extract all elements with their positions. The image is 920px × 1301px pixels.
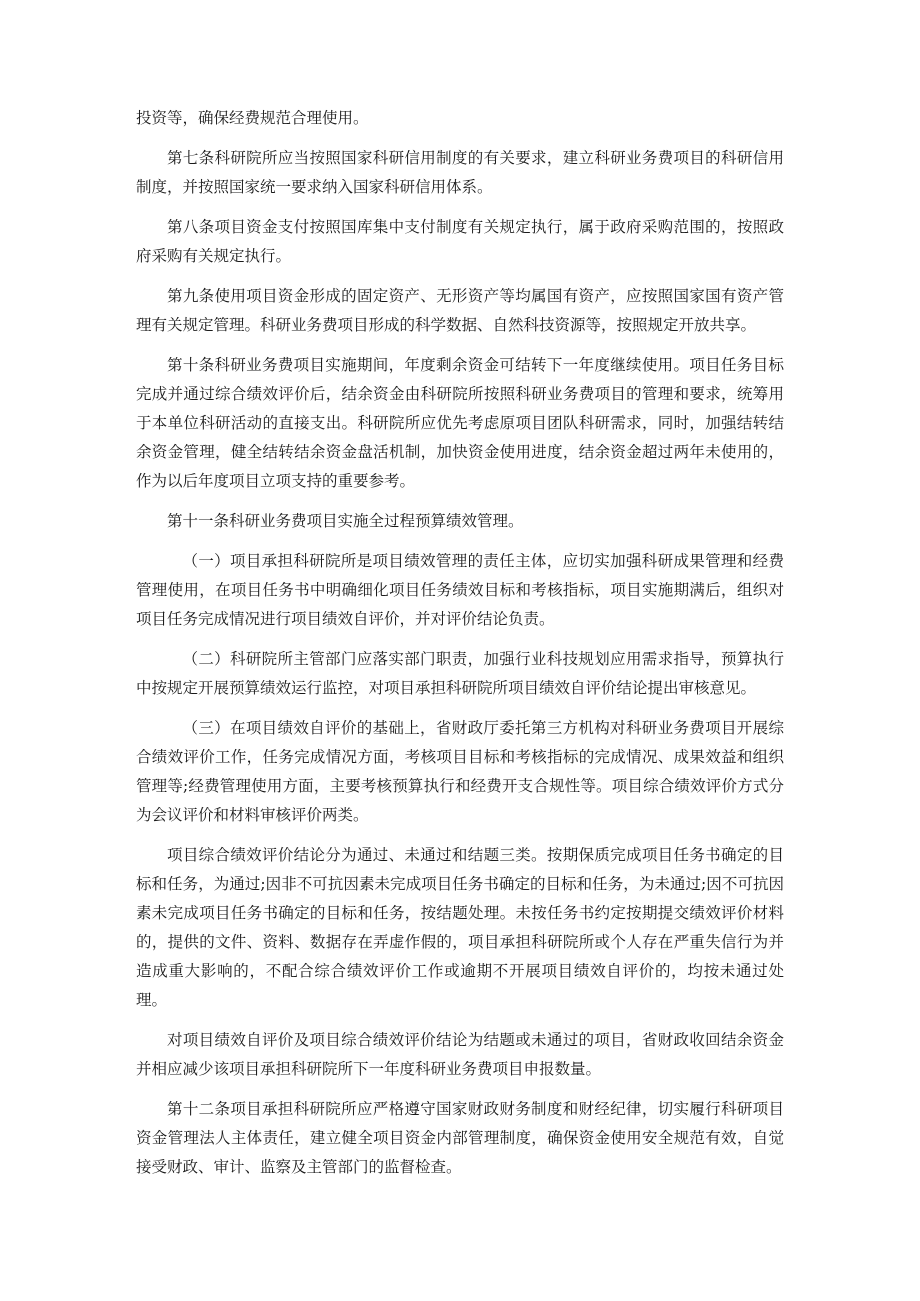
paragraph-article-12: 第十二条项目承担科研院所应严格遵守国家财政财务制度和财经纪律，切实履行科研项目资金管理法人主体责任，建立健全项目资金内部管理制度，确保资金使用安全规范有效，自觉接受财政、审计、监察及主管部门的监督检查。 xyxy=(136,1100,784,1176)
paragraph-continuation: 投资等，确保经费规范合理使用。 xyxy=(136,109,369,127)
paragraph-article-7: 第七条科研院所应当按照国家科研信用制度的有关要求，建立科研业务费项目的科研信用制度，并按照国家统一要求纳入国家科研信用体系。 xyxy=(136,149,784,196)
paragraph-evaluation-conclusions: 项目综合绩效评价结论分为通过、未通过和结题三类。按期保质完成项目任务书确定的目标和任务，为通过;因非不可抗因素未完成项目任务书确定的目标和任务，为未通过;因不可抗因素未完成项目任务书确定的目标和任务，按结题处理。未按任务书约定按期提交绩效评价材料的，提供的文件、资料、数据存在弄虚作假的，项目承担科研院所或个人存在严重失信行为并造成重大影响的，不配合综合绩效评价工作或逾期不开展项目绩效自评价的，均按未通过处理。 xyxy=(136,846,784,1009)
paragraph-article-8: 第八条项目资金支付按照国库集中支付制度有关规定执行，属于政府采购范围的，按照政府采购有关规定执行。 xyxy=(136,218,784,265)
paragraph-item-1: （一）项目承担科研院所是项目绩效管理的责任主体，应切实加强科研成果管理和经费管理使用，在项目任务书中明确细化项目任务绩效目标和考核指标，项目实施期满后，组织对项目任务完成情况进行项目绩效自评价，并对评价结论负责。 xyxy=(136,552,784,628)
paragraph-article-11: 第十一条科研业务费项目实施全过程预算绩效管理。 xyxy=(167,512,524,530)
paragraph-fund-recovery: 对项目绩效自评价及项目综合绩效评价结论为结题或未通过的项目，省财政收回结余资金并相应减少该项目承担科研院所下一年度科研业务费项目申报数量。 xyxy=(136,1031,784,1078)
paragraph-item-3: （三）在项目绩效自评价的基础上，省财政厅委托第三方机构对科研业务费项目开展综合绩效评价工作，任务完成情况方面，考核项目目标和考核指标的完成情况、成果效益和组织管理等;经费管理使用方面，主要考核预算执行和经费开支合规性等。项目综合绩效评价方式分为会议评价和材料审核评价两类。 xyxy=(136,719,784,824)
document-body xyxy=(136,104,784,1193)
paragraph-article-10: 第十条科研业务费项目实施期间，年度剩余资金可结转下一年度继续使用。项目任务目标完成并通过综合绩效评价后，结余资金由科研院所按照科研业务费项目的管理和要求，统筹用于本单位科研活动的直接支出。科研院所应优先考虑原项目团队科研需求，同时，加强结转结余资金管理，健全结转结余资金盘活机制，加快资金使用进度，结余资金超过两年未使用的，作为以后年度项目立项支持的重要参考。 xyxy=(136,356,784,490)
paragraph-article-9: 第九条使用项目资金形成的固定资产、无形资产等均属国有资产，应按照国家国有资产管理有关规定管理。科研业务费项目形成的科学数据、自然科技资源等，按照规定开放共享。 xyxy=(136,287,784,334)
paragraph-item-2: （二）科研院所主管部门应落实部门职责，加强行业科技规划应用需求指导，预算执行中按规定开展预算绩效运行监控，对项目承担科研院所项目绩效自评价结论提出审核意见。 xyxy=(136,650,784,697)
